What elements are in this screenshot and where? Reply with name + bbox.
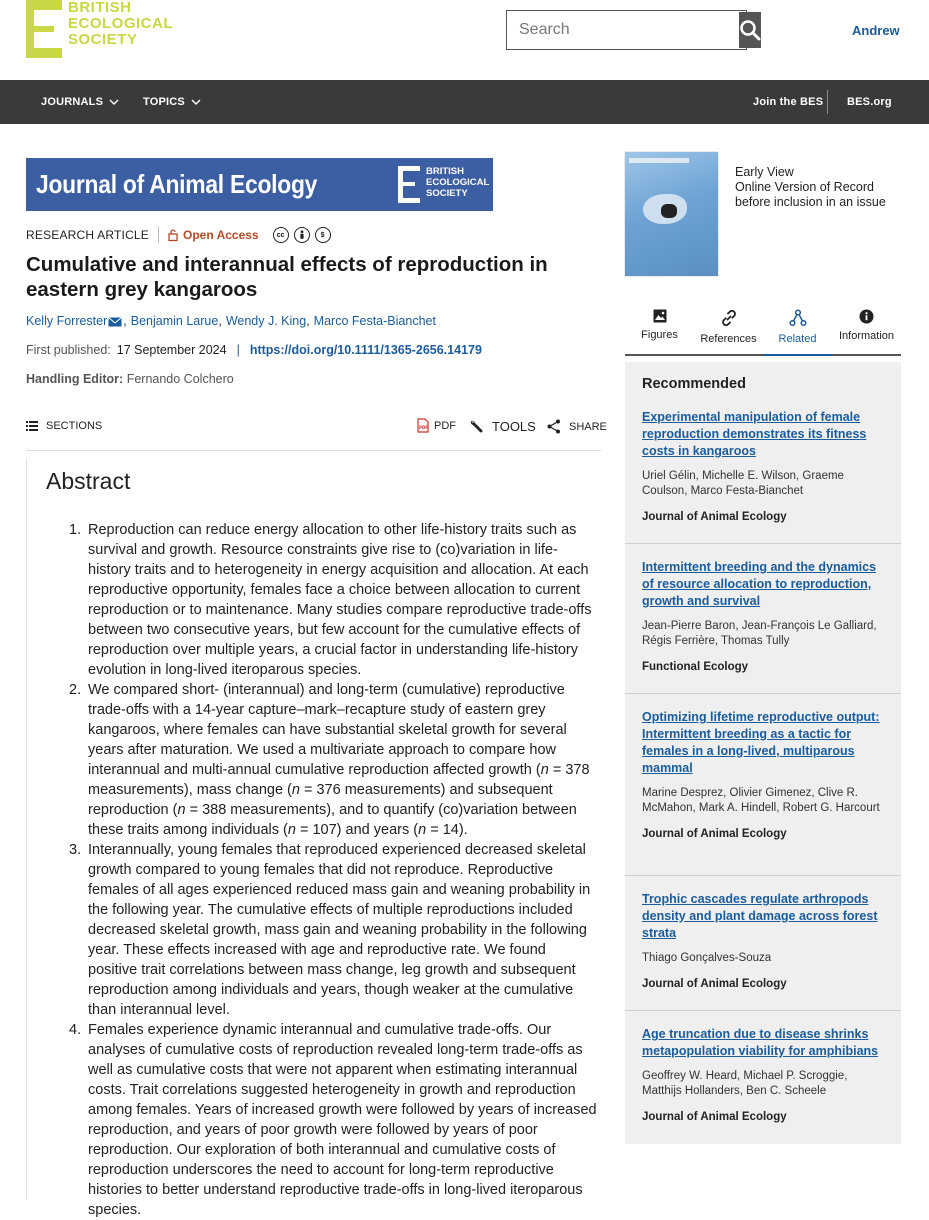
recommended-journal: Journal of Animal Ecology [642,511,787,523]
abstract-item-number: 1. [69,522,82,538]
recommended-journal: Functional Ecology [642,661,749,673]
cover-masthead [629,158,689,163]
noncommercial-icon: $ [315,227,331,243]
article-meta-row [26,227,331,243]
open-access-badge [168,228,259,242]
recommended-authors: Marine Desprez, Olivier Gimenez, Clive R. McMahon, Mark A. Hindell, Robert G. Harcourt [642,787,880,814]
recommended-divider [625,1010,901,1011]
article-type: RESEARCH ARTICLE [26,228,150,242]
nav-bes-org[interactable]: BES.org [847,96,892,108]
tab-information[interactable] [832,305,901,354]
share-icon [547,419,561,434]
abstract-item-text: Reproduction can reduce energy allocation to other life-history traits such as survival and growth. Resource constraints give rise to (co)variation in life-history traits and to heterogeneity in energy acquisition and allocation. At each reproductive opportunity, females face a choice between allocation to current reproduction or to maintenance. Many studies compare reproductive trade-offs between two consecutive years, but few account for the cumulative effects of reproduction over multiple years, a crucial factor in understanding life-history evolution in long-lived iteroparous species. [88,522,592,678]
main-nav [0,80,929,124]
bes-logo[interactable] [26,0,173,58]
search-icon [739,19,761,41]
tools-button[interactable] [468,418,536,434]
author-link[interactable]: Kelly Forrester [26,314,108,328]
nav-journals-label: JOURNALS [41,96,104,108]
sections-label: SECTIONS [46,420,103,432]
early-view-line: Online Version of Record [735,180,874,194]
pub-separator: | [236,343,240,357]
share-label: SHARE [569,420,607,433]
list-icon [26,421,38,431]
tab-related-label: Related [778,333,817,345]
license-icons[interactable] [273,227,331,243]
publication-line [26,343,482,357]
abstract-item-number: 2. [69,682,82,698]
recommended-journal: Journal of Animal Ecology [642,828,787,840]
abstract-section [26,458,601,1218]
tab-related[interactable] [763,305,832,354]
chevron-down-icon [191,99,201,105]
site-header [0,0,929,80]
recommended-authors: Uriel Gélin, Michelle E. Wilson, Graeme Coulson, Marco Festa-Bianchet [642,470,844,497]
early-view-label: Early View [735,165,794,179]
author-separator: , [306,314,310,328]
nav-topics[interactable] [143,80,201,124]
pdf-icon [417,418,429,433]
recommended-title-link[interactable]: Trophic cascades regulate arthropods density and plant damage across forest strata [642,892,878,940]
recommended-item [642,891,887,990]
tab-references-label: References [700,333,757,345]
early-view-info [735,165,886,210]
search-box [506,10,747,50]
recommended-journal: Journal of Animal Ecology [642,978,787,990]
abstract-item [69,680,598,840]
journal-cover-image[interactable] [625,152,718,276]
recommended-title-link[interactable]: Optimizing lifetime reproductive output: Intermittent breeding as a tactic for females in a long-lived, multiparous mammal [642,710,880,775]
author-list [26,314,436,328]
recommended-item [642,709,887,840]
first-published-label: First published: [26,343,111,357]
author-link[interactable]: Wendy J. King [225,314,307,328]
recommended-title-link[interactable]: Intermittent breeding and the dynamics of resource allocation to reproduction, growth and survival [642,560,877,608]
pdf-button[interactable] [417,418,456,433]
user-account-link[interactable]: Andrew [852,23,900,38]
banner-logo-mark [398,166,420,203]
recommended-panel [625,362,901,1144]
open-access-label: Open Access [183,228,259,242]
abstract-list [69,520,598,1220]
sections-button[interactable] [26,420,102,432]
handling-editor-label: Handling Editor: [26,372,124,386]
banner-society-logo [398,166,489,203]
search-input[interactable] [507,11,738,49]
nav-join-bes[interactable]: Join the BES [753,96,824,108]
attribution-icon [294,227,310,243]
journal-banner[interactable] [26,158,493,211]
tab-information-label: Information [838,330,895,342]
bes-logo-mark [26,0,62,58]
handling-editor-line [26,372,234,386]
meta-divider [158,227,159,243]
cc-icon: cc [273,227,289,243]
recommended-item [642,409,887,523]
abstract-item-number: 3. [69,842,82,858]
sidebar-tabs [625,305,901,356]
recommended-authors: Thiago Gonçalves-Souza [642,952,772,964]
recommended-divider [625,693,901,694]
journal-title: Journal of Animal Ecology [36,169,318,199]
abstract-item [69,1020,598,1220]
early-view-line: before inclusion in an issue [735,195,886,209]
svg-text:PDF: PDF [419,425,428,430]
wrench-icon [468,418,484,434]
abstract-item-text: We compared short- (interannual) and long-term (cumulative) reproductive trade-offs with a 14-year capture–mark–recapture study of eastern grey kangaroos, where females can have substantial skeletal growth for several years after maturation. We used a multivariate approach to compare how interannual and multi-annual cumulative reproduction affected growth (n = 378 measurements), mass change (n = 376 measurements) and subsequent reproduction (n = 388 measurements), and to quantify (co)variation between these traits among individuals (n = 107) and years (n = 14). [88,682,590,838]
nav-divider [827,90,828,114]
image-icon [653,309,667,323]
banner-logo-text: BRITISH ECOLOGICAL SOCIETY [426,166,490,199]
recommended-item [642,559,887,673]
recommended-title-link[interactable]: Age truncation due to disease shrinks metapopulation viability for amphibians [642,1027,879,1058]
first-published-date: 17 September 2024 [116,343,227,357]
author-separator: , [123,314,127,328]
recommended-item [642,1026,887,1123]
abstract-item-text: Females experience dynamic interannual and cumulative trade-offs. Our analyses of cumulative costs of reproduction revealed long-term trade-offs as well as cumulative costs that were not apparent when estimating interannual costs. Trait correlations suggested heterogeneity in growth and reproduction among females. Years of increased growth were followed by years of increased reproduction, and years of poor growth were followed by years of poor reproduction. Our exploration of both interannual and cumulative costs of reproduction underscores the need to account for long-term reproductive histories to better understand reproductive trade-offs in long-lived iteroparous species. [88,1022,597,1218]
chevron-down-icon [109,99,119,105]
recommended-title-link[interactable]: Experimental manipulation of female reproduction demonstrates its fitness costs in kangaroos [642,410,867,458]
tools-label: TOOLS [492,418,536,434]
tab-figures-label: Figures [641,329,678,341]
pdf-label: PDF [434,419,456,432]
info-icon [859,309,874,324]
author-separator: , [218,314,222,328]
abstract-heading: Abstract [46,468,131,494]
author-link[interactable]: Marco Festa-Bianchet [313,314,436,328]
nav-journals[interactable] [41,80,119,124]
article-title: Cumulative and interannual effects of reproduction in eastern grey kangaroos [26,253,548,301]
recommended-divider [625,875,901,876]
abstract-item-text: Interannually, young females that reproduced experienced decreased skeletal growth compared to young females that did not reproduce. Reproductive females of all ages experienced reduced mass gain and weaning probability in the following year. The cumulative effects of multiple reproductions included decreased skeletal growth, mass gain and weaning probability in the following year. These effects increased with age and reproductive rate. We found positive trait correlations between mass change, leg growth and subsequent reproduction among individuals and years, though weaker at the cumulative than interannual level. [88,842,591,1018]
tab-figures[interactable] [625,305,694,354]
share-button[interactable] [547,419,607,434]
handling-editor-name: Fernando Colchero [126,372,234,386]
network-icon [789,309,807,327]
doi-link[interactable]: https://doi.org/10.1111/1365-2656.14179 [249,343,482,357]
abstract-item [69,520,598,680]
envelope-icon[interactable] [108,317,122,327]
recommended-authors: Jean-Pierre Baron, Jean-François Le Galliard, Régis Ferrière, Thomas Tully [642,620,877,647]
recommended-journal: Journal of Animal Ecology [642,1111,787,1123]
author-link[interactable]: Benjamin Larue [130,314,219,328]
abstract-item-number: 4. [69,1022,82,1038]
tab-references[interactable] [694,305,763,354]
unlock-icon [168,229,178,241]
abstract-item [69,840,598,1020]
bes-logo-text: BRITISH ECOLOGICAL SOCIETY [68,0,173,48]
recommended-authors: Geoffrey W. Heard, Michael P. Scroggie, Matthijs Hollanders, Ben C. Scheele [642,1070,848,1097]
article-toolbar [26,414,607,451]
recommended-heading: Recommended [642,376,746,392]
recommended-divider [625,543,901,544]
nav-topics-label: TOPICS [143,96,185,108]
link-icon [720,309,738,327]
search-button[interactable] [739,12,761,48]
